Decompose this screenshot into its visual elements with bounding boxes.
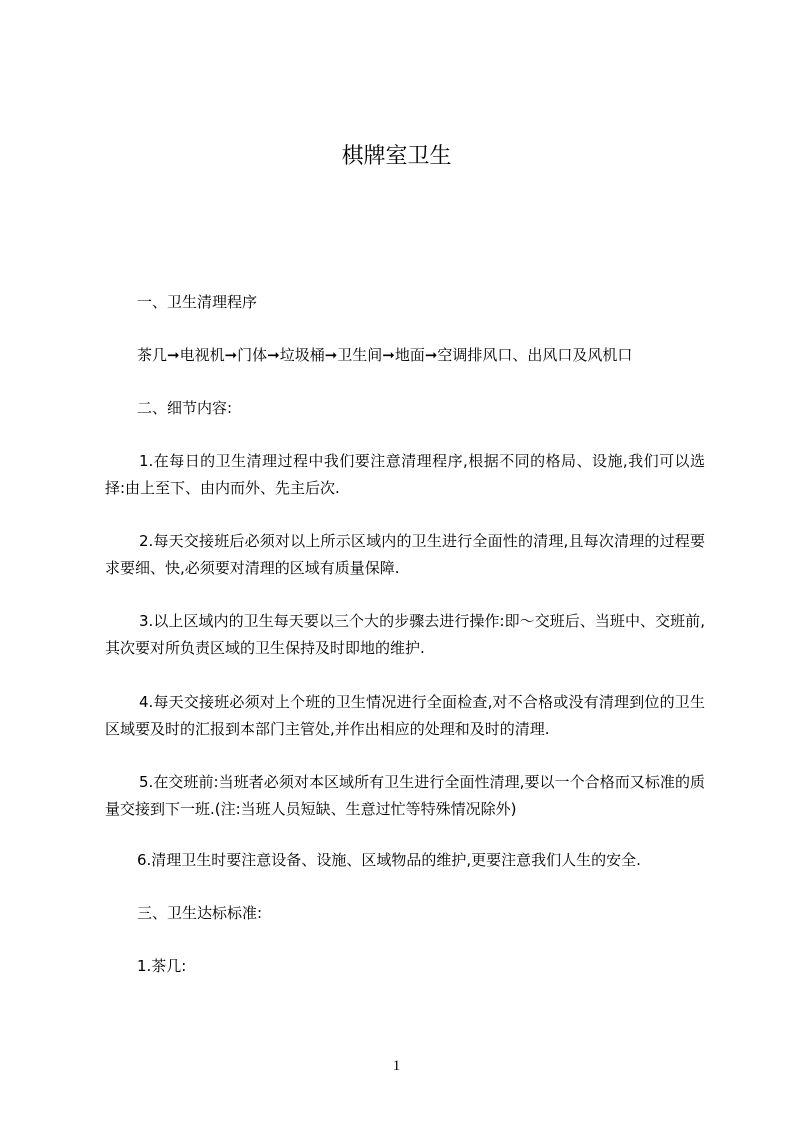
- page-number: 1: [392, 1058, 401, 1074]
- detail-item-4: 4.每天交接班必须对上个班的卫生情况进行全面检查,对不合格或没有清理到位的卫生区域要及时的汇报到本部门主管处,并作出相应的处理和及时的清理.: [105, 693, 705, 738]
- detail-item-5: 5.在交班前:当班者必须对本区域所有卫生进行全面性清理,要以一个合格而又标准的质量交接到下一班.(注:当班人员短缺、生意过忙等特殊情况除外): [105, 773, 705, 818]
- subsection-tea-table: 1.茶几:: [137, 957, 187, 975]
- detail-item-3: 3.以上区域内的卫生每天要以三个大的步骤去进行操作:即～交班后、当班中、交班前,其次要对所负责区域的卫生保持及时即地的维护.: [105, 612, 705, 657]
- section-heading-cleaning-procedure: 一、卫生清理程序: [137, 293, 258, 311]
- section-heading-details: 二、细节内容:: [137, 399, 233, 417]
- page-title: 棋牌室卫生: [341, 144, 452, 169]
- section-heading-standards: 三、卫生达标标准:: [137, 904, 263, 922]
- detail-item-6: 6.清理卫生时要注意设备、设施、区域物品的维护,更要注意我们人生的安全.: [137, 851, 641, 869]
- cleaning-procedure-sequence: 茶几➞电视机➞门体➞垃圾桶➞卫生间➞地面➞空调排风口、出风口及风机口: [137, 346, 633, 364]
- detail-item-2: 2.每天交接班后必须对以上所示区域内的卫生进行全面性的清理,且每次清理的过程要求要细、快,必须要对清理的区域有质量保障.: [105, 532, 705, 577]
- detail-item-1: 1.在每日的卫生清理过程中我们要注意清理程序,根据不同的格局、设施,我们可以选择:由上至下、由内而外、先主后次.: [105, 452, 705, 497]
